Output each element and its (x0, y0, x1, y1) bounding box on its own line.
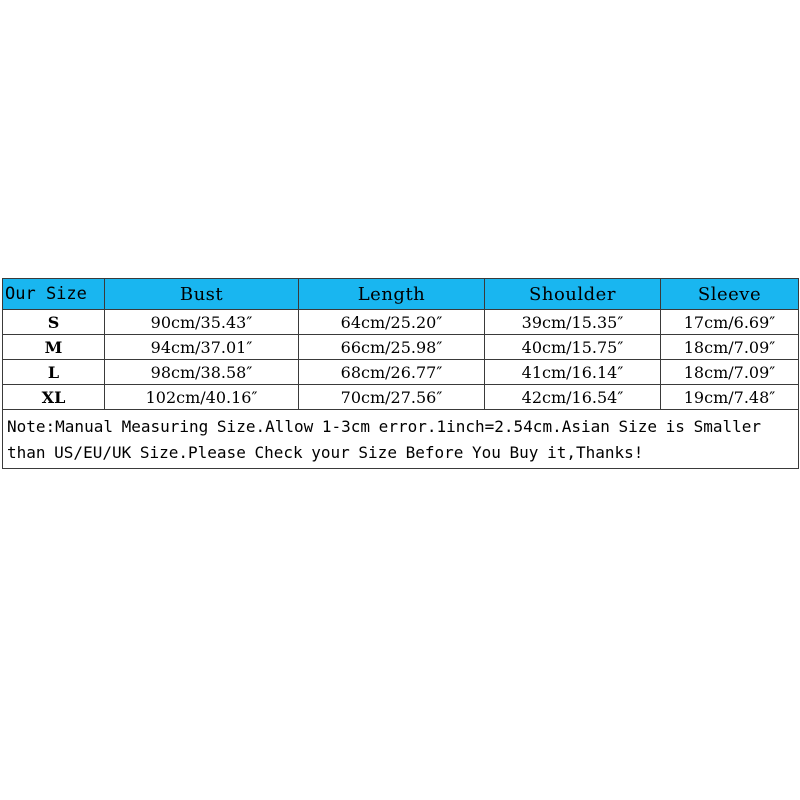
bust-cell: 94cm/37.01″ (105, 335, 299, 360)
size-note: Note:Manual Measuring Size.Allow 1-3cm error.1inch=2.54cm.Asian Size is Smaller than US/EU/UK Size.Please Check your Size Before You Buy it,Thanks! (3, 410, 799, 469)
table-row (3, 310, 799, 335)
shoulder-cell: 42cm/16.54″ (485, 385, 661, 410)
shoulder-cell: 40cm/15.75″ (485, 335, 661, 360)
size-cell: M (3, 335, 105, 360)
header-row (3, 279, 799, 310)
length-cell: 68cm/26.77″ (299, 360, 485, 385)
length-cell: 70cm/27.56″ (299, 385, 485, 410)
table-row (3, 385, 799, 410)
bust-cell: 98cm/38.58″ (105, 360, 299, 385)
table-row (3, 335, 799, 360)
bust-cell: 102cm/40.16″ (105, 385, 299, 410)
size-cell: L (3, 360, 105, 385)
bust-cell: 90cm/35.43″ (105, 310, 299, 335)
table-row (3, 360, 799, 385)
sleeve-cell: 17cm/6.69″ (661, 310, 799, 335)
length-cell: 64cm/25.20″ (299, 310, 485, 335)
sleeve-cell: 18cm/7.09″ (661, 335, 799, 360)
shoulder-cell: 39cm/15.35″ (485, 310, 661, 335)
length-cell: 66cm/25.98″ (299, 335, 485, 360)
note-row (3, 410, 799, 469)
header-our-size: Our Size (3, 279, 105, 310)
size-cell: XL (3, 385, 105, 410)
sleeve-cell: 18cm/7.09″ (661, 360, 799, 385)
header-length: Length (299, 279, 485, 310)
size-chart-table (2, 278, 799, 469)
header-sleeve: Sleeve (661, 279, 799, 310)
sleeve-cell: 19cm/7.48″ (661, 385, 799, 410)
header-bust: Bust (105, 279, 299, 310)
header-shoulder: Shoulder (485, 279, 661, 310)
shoulder-cell: 41cm/16.14″ (485, 360, 661, 385)
size-cell: S (3, 310, 105, 335)
